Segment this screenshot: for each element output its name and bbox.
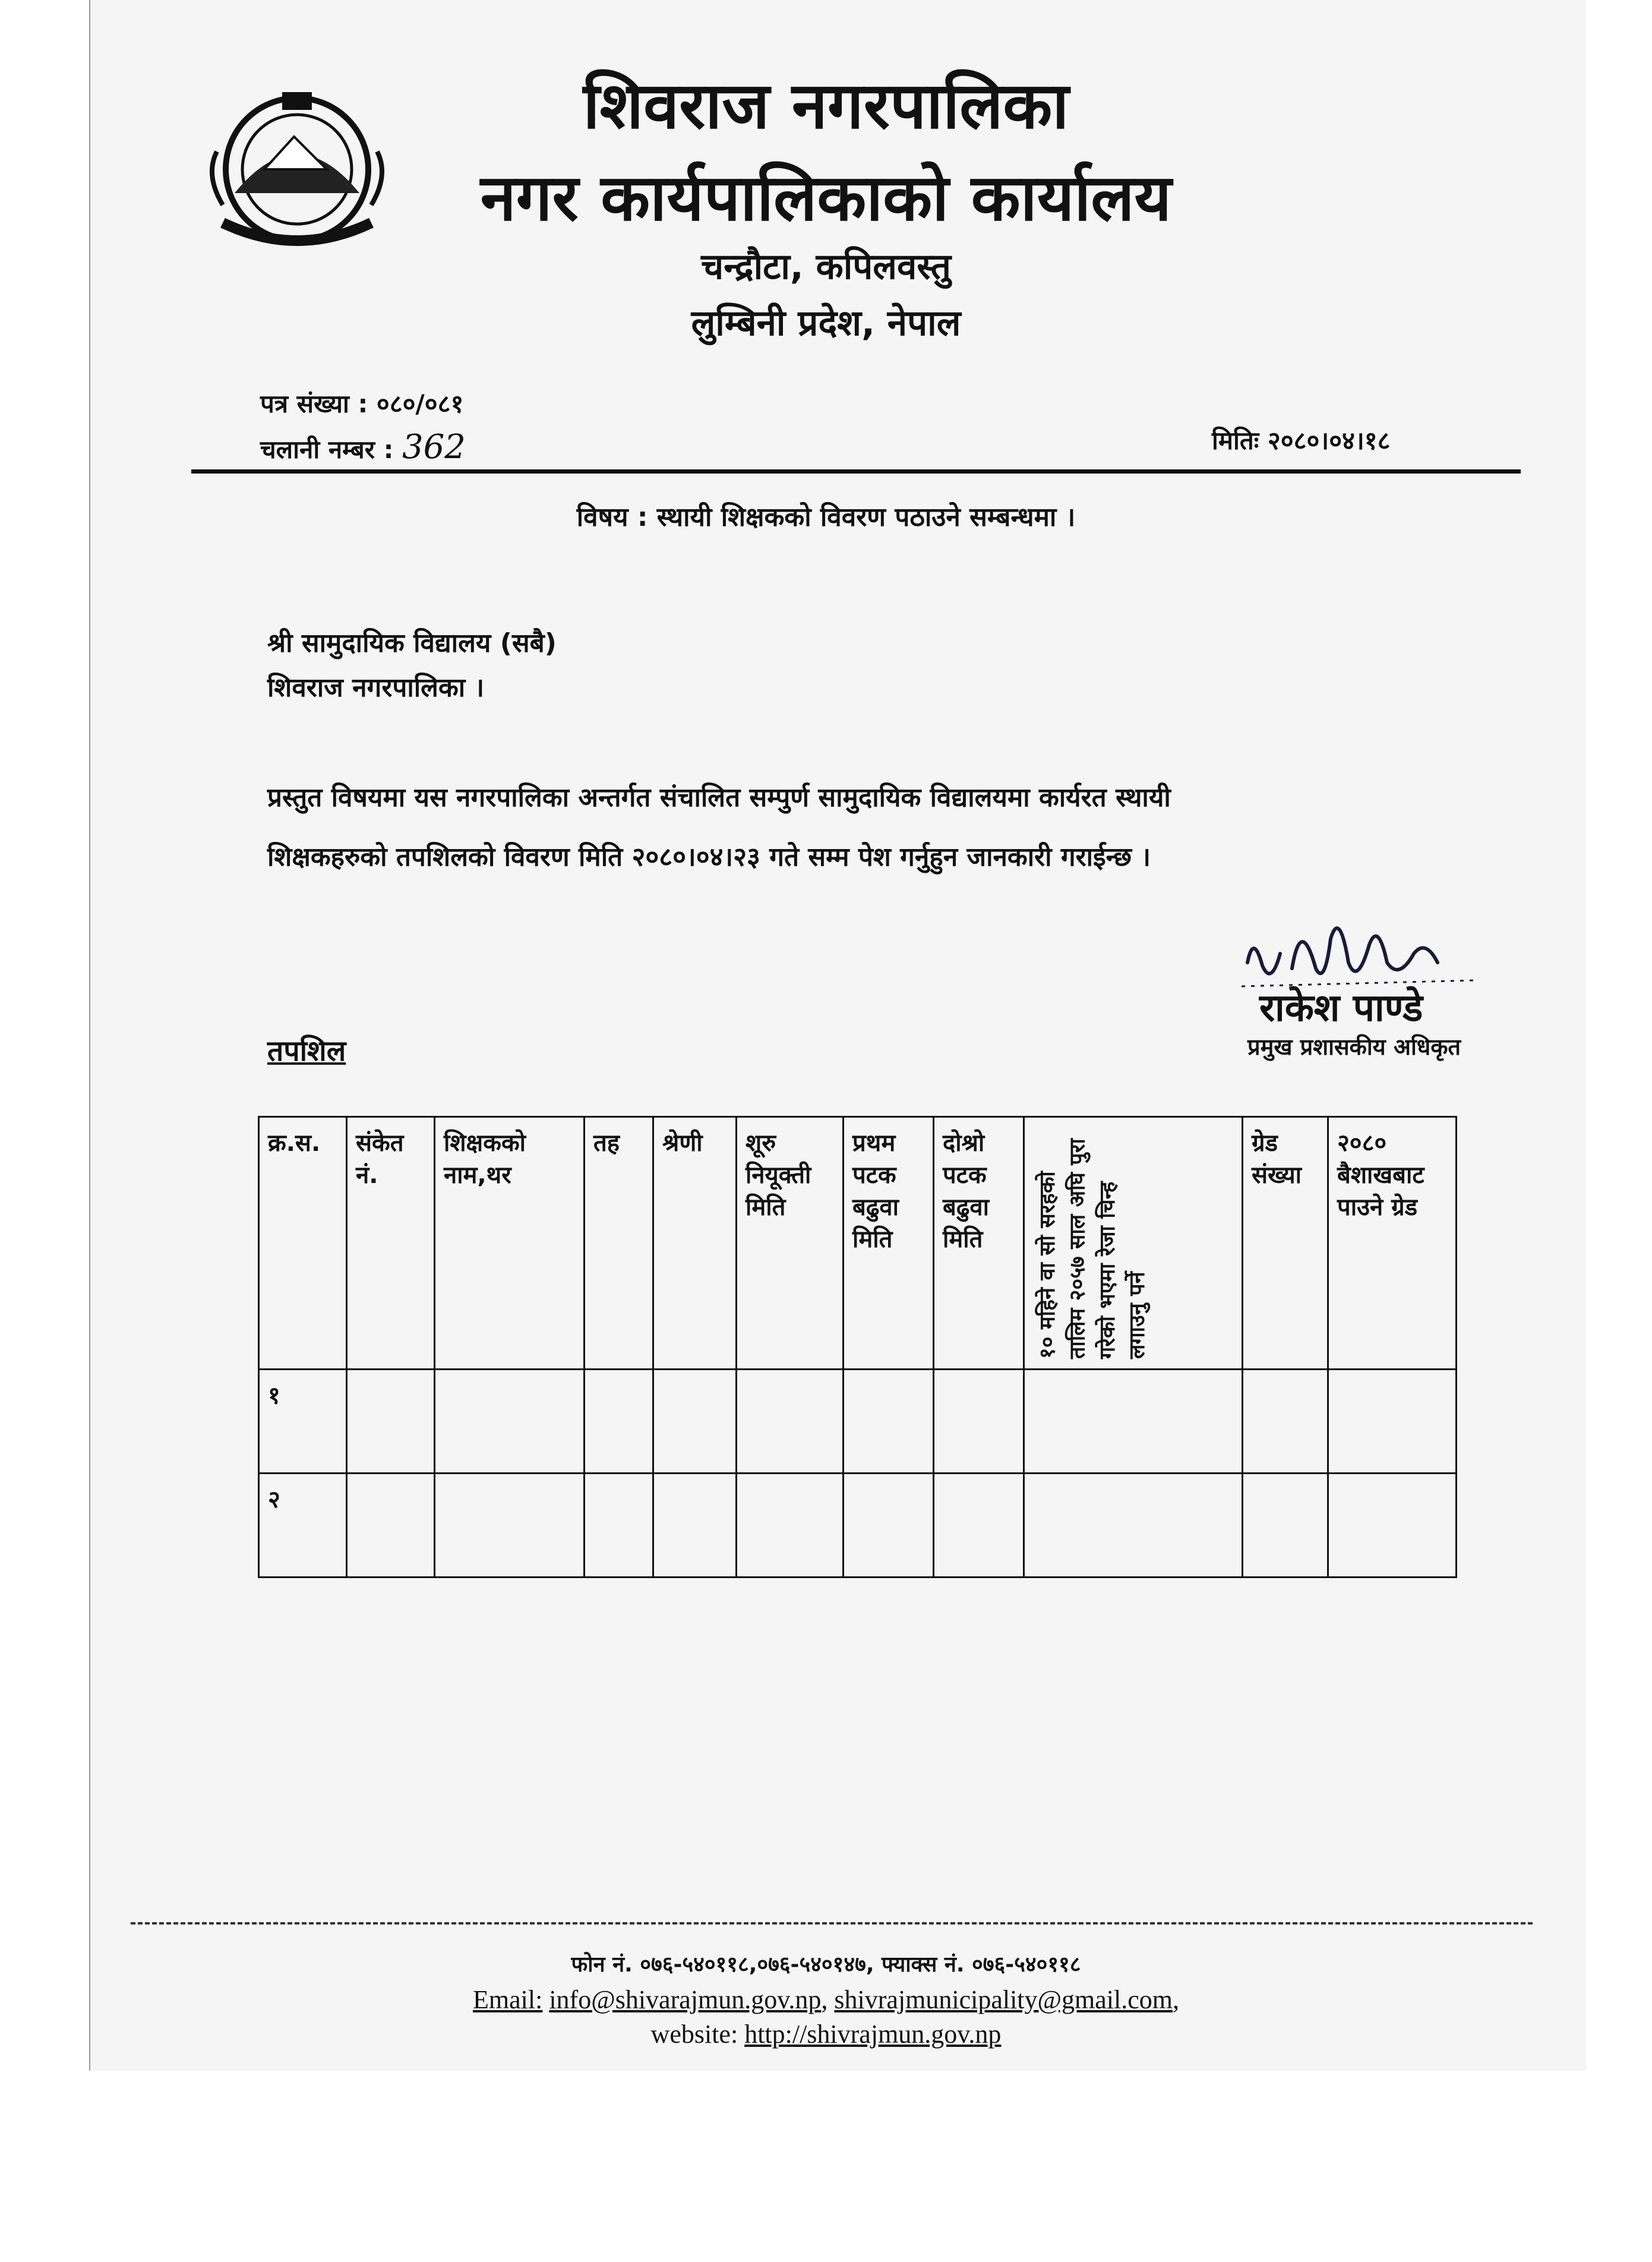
footer-divider [131,1922,1533,1925]
email-label: Email: [473,1985,543,2014]
patra-sankhya [260,386,463,420]
table-cell [653,1474,737,1578]
patra-sankhya-value: ०८०/०८१ [376,389,464,418]
date-label: मितिः [1212,426,1259,455]
website-label: website: [650,2020,738,2049]
footer-email [0,1985,1652,2015]
date-value: २०८०।०४।१८ [1267,426,1391,455]
table-header-row [259,1117,1457,1370]
email-trailing: , [1173,1985,1179,2014]
table-cell [347,1370,435,1474]
table-cell [1328,1474,1457,1578]
table-cell [585,1474,653,1578]
address-line-1: चन्द्रौटा, कपिलवस्तु [701,246,951,288]
body-line-1: प्रस्तुत विषयमा यस नगरपालिका अन्तर्गत संचालित सम्पुर्ण सामुदायिक विद्यालयमा कार्यरत स्थायी [267,783,1171,813]
signatory-name: राकेश पाण्डे [1259,986,1423,1030]
table-cell [737,1370,844,1474]
table-cell [737,1474,844,1578]
column-header: २०८० बैशाखबाट पाउने ग्रेड [1328,1117,1457,1370]
column-header: शिक्षकको नाम,थर [435,1117,585,1370]
column-header: श्रेणी [653,1117,737,1370]
body-line-2: शिक्षकहरुको तपशिलको विवरण मिति २०८०।०४।२३ गते सम्म पेश गर्नुहुन जानकारी गराईन्छ । [267,842,1151,872]
email-link-1[interactable]: info@shivarajmun.gov.np [549,1985,822,2014]
column-header: शूरु नियूक्ती मिति [737,1117,844,1370]
table-row [259,1370,1457,1474]
chalani-value: 362 [402,428,466,466]
footer-website [0,2019,1652,2049]
email-separator: , [821,1985,828,2014]
column-header: ग्रेड संख्या [1243,1117,1328,1370]
address-line-2: लुम्बिनी प्रदेश, नेपाल [691,302,961,344]
recipient-line-2: शिवराज नगरपालिका । [267,673,485,703]
table-cell [347,1474,435,1578]
column-header: दोश्रो पटक बढुवा मिति [934,1117,1024,1370]
column-header: प्रथम पटक बढुवा मिति [844,1117,934,1370]
recipient-line-1: श्री सामुदायिक विद्यालय (सबै) [267,628,557,658]
table-cell: १ [259,1370,347,1474]
chalani-label: चलानी नम्बर : [260,435,394,464]
header-divider [191,469,1521,474]
column-header: तह [585,1117,653,1370]
table-row [259,1474,1457,1578]
patra-sankhya-label: पत्र संख्या : [260,389,368,418]
table-cell [585,1370,653,1474]
table-cell [934,1474,1024,1578]
table-cell: २ [259,1474,347,1578]
teacher-details-table [258,1116,1457,1578]
table-cell [934,1370,1024,1474]
subject-line: विषय : स्थायी शिक्षकको विवरण पठाउने सम्बन्धमा । [576,502,1076,532]
training-header-text: १० महिने वा सो सरहको तालिम २०५७ साल अघि पुरा गरेको भएमा रेजा चिन्ह लगाउनु पर्ने [1035,1138,1150,1359]
column-header-training [1024,1117,1243,1370]
table-cell [1024,1370,1243,1474]
table-cell [1243,1370,1328,1474]
table-cell [435,1370,585,1474]
table-cell [1328,1370,1457,1474]
table-cell [435,1474,585,1578]
column-header: संकेत नं. [347,1117,435,1370]
table-cell [844,1474,934,1578]
letter-date [1212,423,1390,457]
municipality-title: शिवराज नगरपालिका [583,69,1069,143]
email-link-2[interactable]: shivrajmunicipality@gmail.com [834,1985,1173,2014]
tapsil-heading: तपशिल [267,1034,346,1068]
column-header: क्र.स. [259,1117,347,1370]
chalani-number [260,428,466,466]
website-link[interactable]: http://shivrajmun.gov.np [744,2020,1002,2049]
table-cell [653,1370,737,1474]
signatory-title: प्रमुख प्रशासकीय अधिकृत [1247,1034,1461,1060]
table-cell [1243,1474,1328,1578]
office-title: नगर कार्यपालिकाको कार्यालय [480,161,1172,235]
table-cell [844,1370,934,1474]
table-cell [1024,1474,1243,1578]
footer-phone: फोन नं. ०७६-५४०११८,०७६-५४०१४७, फ्याक्स नं. ०७६-५४०११८ [571,1952,1081,1977]
